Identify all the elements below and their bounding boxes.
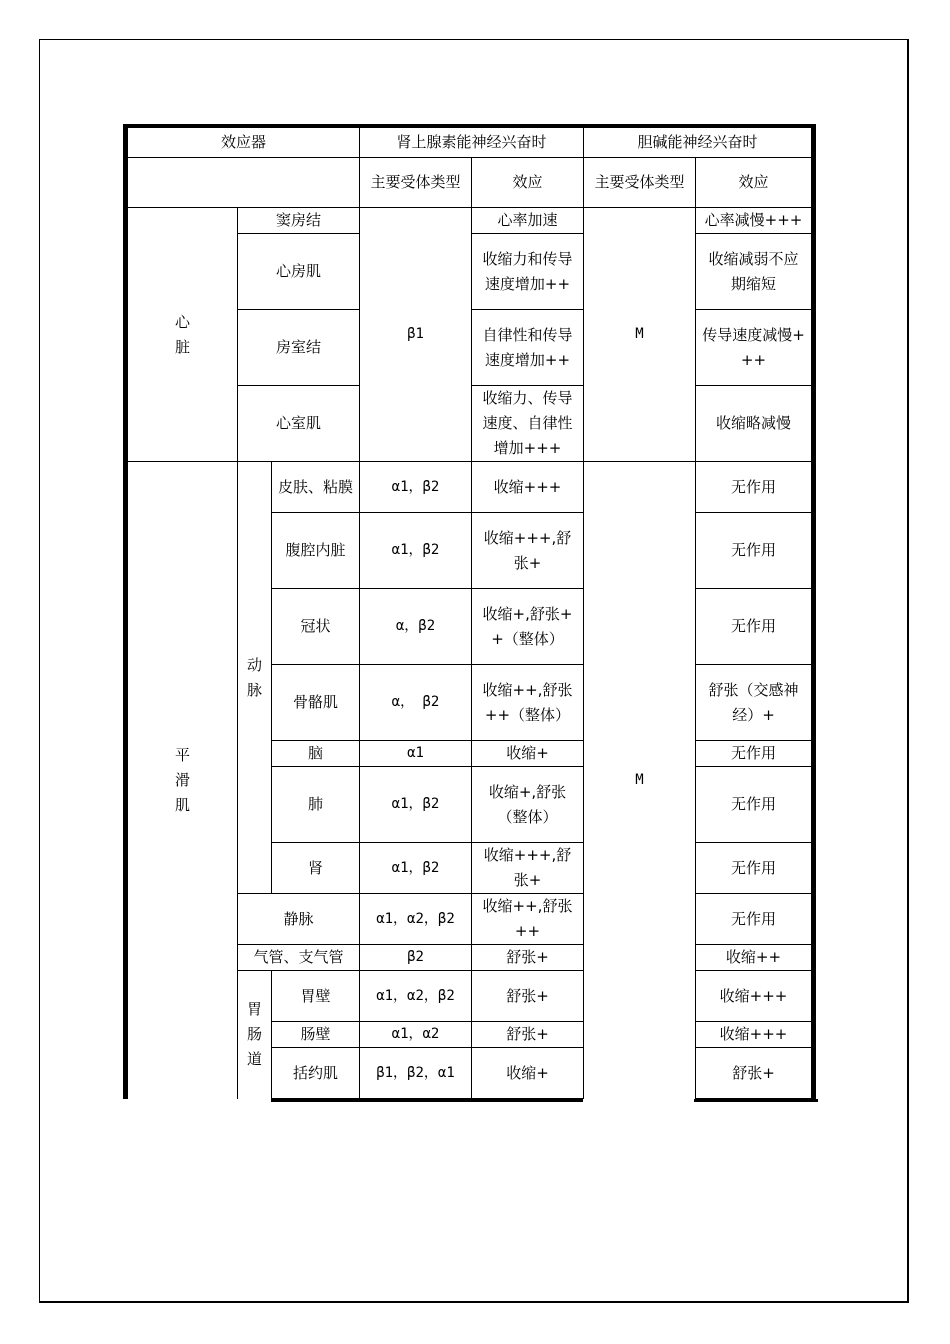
- cho-effect-cell: 收缩++: [696, 945, 812, 971]
- adr-effect-cell: 收缩力和传导速度增加++: [472, 234, 584, 310]
- cho-effect-cell: 传导速度减慢+++: [696, 310, 812, 386]
- cho-effect-cell: 收缩+++: [696, 971, 812, 1022]
- effector-cell: 静脉: [238, 894, 360, 945]
- receptor-effect-table: [127, 127, 812, 1099]
- cho-effect-cell: 无作用: [696, 767, 812, 843]
- effector-cell: 肠壁: [272, 1022, 360, 1048]
- adr-effect-cell: 舒张+: [472, 1022, 584, 1048]
- smooth-cho-receptor: M: [584, 462, 696, 1099]
- cho-effect-cell: 无作用: [696, 894, 812, 945]
- adr-effect-cell: 收缩+: [472, 1048, 584, 1099]
- header-cho-receptor-type: 主要受体类型: [584, 158, 696, 208]
- adr-receptor-cell: α1，β2: [360, 843, 472, 894]
- cho-effect-cell: 无作用: [696, 462, 812, 513]
- adr-effect-cell: 收缩+++,舒张+: [472, 513, 584, 589]
- effector-cell: 肾: [272, 843, 360, 894]
- header-cho-effect: 效应: [696, 158, 812, 208]
- adr-receptor-cell: α， β2: [360, 665, 472, 741]
- cho-effect-cell: 无作用: [696, 843, 812, 894]
- effector-cell: 肺: [272, 767, 360, 843]
- cho-effect-cell: 无作用: [696, 513, 812, 589]
- adr-effect-cell: 收缩力、传导速度、自律性增加+++: [472, 386, 584, 462]
- effector-cell: 心房肌: [238, 234, 360, 310]
- adr-receptor-cell: α1，β2: [360, 767, 472, 843]
- adr-effect-cell: 自律性和传导速度增加++: [472, 310, 584, 386]
- adr-effect-cell: 收缩+,舒张++（整体）: [472, 589, 584, 665]
- adr-receptor-cell: β1，β2，α1: [360, 1048, 472, 1099]
- effector-cell: 胃壁: [272, 971, 360, 1022]
- effector-cell: 房室结: [238, 310, 360, 386]
- cho-effect-cell: 无作用: [696, 589, 812, 665]
- header-adr-receptor-type: 主要受体类型: [360, 158, 472, 208]
- effector-cell: 腹腔内脏: [272, 513, 360, 589]
- group-artery: 动脉: [238, 462, 272, 894]
- cho-effect-cell: 舒张（交感神经）+: [696, 665, 812, 741]
- header-adrenergic: 肾上腺素能神经兴奋时: [360, 128, 584, 158]
- heart-cho-receptor: M: [584, 208, 696, 462]
- adr-effect-cell: 收缩+: [472, 741, 584, 767]
- effector-cell: 窦房结: [238, 208, 360, 234]
- cho-effect-cell: 心率减慢+++: [696, 208, 812, 234]
- adr-effect-cell: 收缩+++: [472, 462, 584, 513]
- header-effector: 效应器: [128, 128, 360, 158]
- adr-effect-cell: 收缩++,舒张++（整体）: [472, 665, 584, 741]
- header-adr-effect: 效应: [472, 158, 584, 208]
- cho-effect-cell: 无作用: [696, 741, 812, 767]
- group-gi-tract: 胃肠道: [238, 971, 272, 1099]
- heart-adr-receptor: β1: [360, 208, 472, 462]
- effector-cell: 皮肤、粘膜: [272, 462, 360, 513]
- effector-cell: 冠状: [272, 589, 360, 665]
- effector-cell: 脑: [272, 741, 360, 767]
- table-bottom-rule-cholinergic: [694, 1099, 818, 1102]
- adr-receptor-cell: α1: [360, 741, 472, 767]
- adr-effect-cell: 收缩+,舒张（整体）: [472, 767, 584, 843]
- adr-receptor-cell: α1，α2: [360, 1022, 472, 1048]
- effector-cell: 骨骼肌: [272, 665, 360, 741]
- adr-receptor-cell: α1，β2: [360, 513, 472, 589]
- effector-cell: 气管、支气管: [238, 945, 360, 971]
- effector-cell: 心室肌: [238, 386, 360, 462]
- adr-receptor-cell: α1，β2: [360, 462, 472, 513]
- group-smooth-muscle: 平滑肌: [128, 462, 238, 1099]
- header-cholinergic: 胆碱能神经兴奋时: [584, 128, 812, 158]
- cho-effect-cell: 收缩减弱不应期缩短: [696, 234, 812, 310]
- receptor-effect-table-frame: [123, 124, 816, 1099]
- adr-effect-cell: 收缩++,舒张++: [472, 894, 584, 945]
- adr-effect-cell: 心率加速: [472, 208, 584, 234]
- adr-effect-cell: 舒张+: [472, 945, 584, 971]
- table-bottom-rule-adrenergic: [271, 1099, 583, 1102]
- cho-effect-cell: 收缩略减慢: [696, 386, 812, 462]
- cho-effect-cell: 收缩+++: [696, 1022, 812, 1048]
- adr-receptor-cell: α，β2: [360, 589, 472, 665]
- adr-receptor-cell: α1，α2，β2: [360, 971, 472, 1022]
- effector-cell: 括约肌: [272, 1048, 360, 1099]
- adr-effect-cell: 收缩+++,舒张+: [472, 843, 584, 894]
- adr-receptor-cell: β2: [360, 945, 472, 971]
- adr-receptor-cell: α1，α2，β2: [360, 894, 472, 945]
- group-heart: 心脏: [128, 208, 238, 462]
- cho-effect-cell: 舒张+: [696, 1048, 812, 1099]
- adr-effect-cell: 舒张+: [472, 971, 584, 1022]
- header-blank: [128, 158, 360, 208]
